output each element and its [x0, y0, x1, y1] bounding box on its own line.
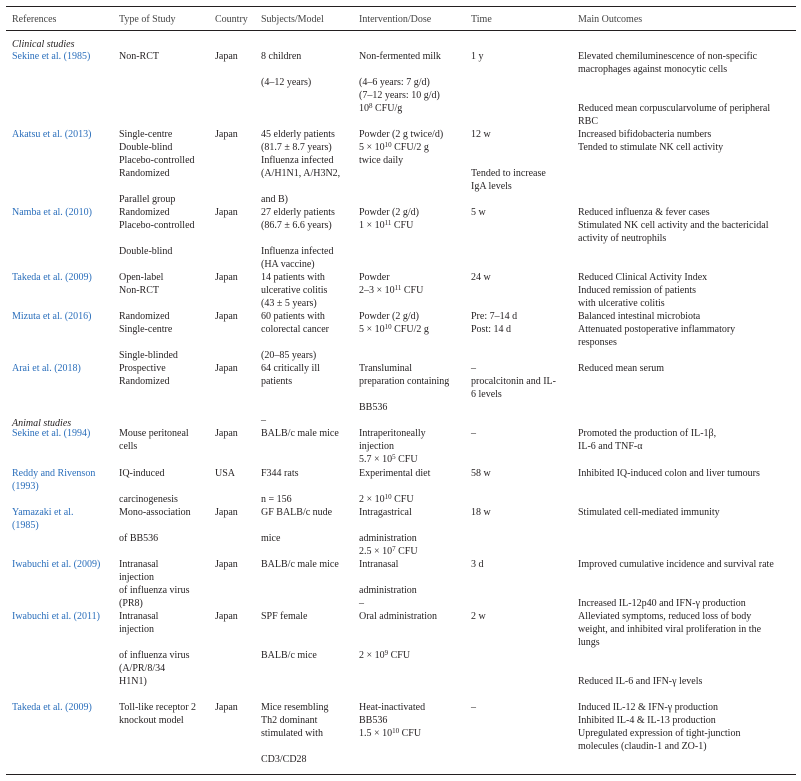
- country-cell: USA: [215, 468, 236, 479]
- time-cell-line: Pre: 7–14 d: [471, 311, 518, 322]
- intervention-cell-line: $10^8$ CFU/g: [359, 102, 403, 114]
- type-cell-line: injection: [119, 572, 154, 583]
- type-cell-line: Placebo-controlled: [119, 220, 195, 231]
- subjects-cell-line: –: [261, 415, 266, 426]
- header-main-outcomes: Main Outcomes: [578, 14, 643, 25]
- reference-link[interactable]: Arai et al. (2018): [12, 363, 81, 374]
- time-cell-line: 1 y: [471, 51, 484, 62]
- intervention-cell-line: Powder (2 g/d): [359, 311, 419, 322]
- header-references: References: [12, 14, 57, 25]
- time-cell-line: IgA levels: [471, 181, 512, 192]
- type-cell-line: of influenza virus: [119, 650, 190, 661]
- subjects-cell-line: ulcerative colitis: [261, 285, 328, 296]
- outcomes-cell-line: Stimulated cell-mediated immunity: [578, 507, 720, 518]
- subjects-cell-line: (86.7 ± 6.6 years): [261, 220, 332, 231]
- type-cell-line: knockout model: [119, 715, 184, 726]
- type-cell-line: Single-centre: [119, 324, 173, 335]
- outcomes-cell-line: lungs: [578, 637, 600, 648]
- type-cell-line: injection: [119, 624, 154, 635]
- intervention-cell-line: Powder (2 g/d): [359, 207, 419, 218]
- section-animal-studies: Animal studies: [12, 418, 72, 429]
- outcomes-cell-line: IL-6 and TNF-α: [578, 441, 643, 452]
- intervention-cell-line: administration: [359, 585, 417, 596]
- subjects-cell-line: 8 children: [261, 51, 302, 62]
- type-cell-line: (PR8): [119, 598, 143, 609]
- type-cell-line: of BB536: [119, 533, 159, 544]
- outcomes-cell-line: activity of neutrophils: [578, 233, 667, 244]
- reference-link[interactable]: Iwabuchi et al. (2009): [12, 559, 101, 570]
- intervention-cell-line: $2.5 \times 10^7$ CFU: [359, 545, 418, 557]
- time-cell-line: –: [471, 702, 476, 713]
- reference-link[interactable]: Sekine et al. (1985): [12, 51, 91, 62]
- reference-link[interactable]: Takeda et al. (2009): [12, 702, 92, 713]
- time-cell-line: Post: 14 d: [471, 324, 512, 335]
- subjects-cell-line: (4–12 years): [261, 77, 312, 88]
- type-cell-line: Intranasal: [119, 559, 159, 570]
- subjects-cell-line: and B): [261, 194, 288, 205]
- subjects-cell-line: mice: [261, 533, 281, 544]
- time-cell-line: 2 w: [471, 611, 486, 622]
- subjects-cell-line: SPF female: [261, 611, 308, 622]
- intervention-cell-line: (4–6 years: 7 g/d): [359, 77, 430, 88]
- outcomes-cell-line: Tended to stimulate NK cell activity: [578, 142, 724, 153]
- header-intervention-dose: Intervention/Dose: [359, 14, 432, 25]
- time-cell-line: 58 w: [471, 468, 491, 479]
- intervention-cell-line: Oral administration: [359, 611, 438, 622]
- reference-link[interactable]: Yamazaki et al. (1985): [12, 507, 74, 531]
- time-cell-line: 6 levels: [471, 389, 502, 400]
- country-cell: Japan: [215, 311, 238, 322]
- reference-link[interactable]: Reddy and Rivenson (1993): [12, 468, 96, 492]
- intervention-cell-line: administration: [359, 533, 417, 544]
- type-cell-line: Non-RCT: [119, 51, 159, 62]
- outcomes-cell-line: Stimulated NK cell activity and the bactericidal: [578, 220, 769, 231]
- outcomes-cell-line: Alleviated symptoms, reduced loss of body: [578, 611, 752, 622]
- header-time: Time: [471, 14, 492, 25]
- reference-link[interactable]: Iwabuchi et al. (2011): [12, 611, 100, 622]
- outcomes-cell-line: Improved cumulative incidence and survival rate: [578, 559, 774, 570]
- type-cell-line: Mouse peritoneal: [119, 428, 189, 439]
- type-cell-line: Mono-association: [119, 507, 191, 518]
- reference-link[interactable]: Sekine et al. (1994): [12, 428, 91, 439]
- type-cell-line: Single-centre: [119, 129, 173, 140]
- outcomes-cell-line: Increased bifidobacteria numbers: [578, 129, 712, 140]
- outcomes-cell-line: Reduced Clinical Activity Index: [578, 272, 708, 283]
- outcomes-cell-line: Reduced influenza & fever cases: [578, 207, 710, 218]
- type-cell-line: Placebo-controlled: [119, 155, 195, 166]
- type-cell-line: H1N1): [119, 676, 147, 687]
- type-cell-line: Prospective: [119, 363, 166, 374]
- subjects-cell-line: Influenza infected: [261, 246, 334, 257]
- country-cell: Japan: [215, 272, 238, 283]
- subjects-cell-line: BALB/c male mice: [261, 428, 339, 439]
- type-cell-line: carcinogenesis: [119, 494, 178, 505]
- country-cell: Japan: [215, 428, 238, 439]
- subjects-cell-line: (A/H1N1, A/H3N2,: [261, 168, 341, 179]
- intervention-cell-line: Powder (2 g twice/d): [359, 129, 444, 140]
- type-cell-line: Double-blind: [119, 246, 173, 257]
- intervention-cell-line: Intragastrical: [359, 507, 412, 518]
- intervention-cell-line: $5 \times 10^{10}$ CFU/2 g: [359, 323, 429, 335]
- intervention-cell-line: BB536: [359, 402, 388, 413]
- type-cell-line: Randomized: [119, 207, 170, 218]
- outcomes-cell-line: Increased IL-12p40 and IFN-γ production: [578, 598, 746, 609]
- subjects-cell-line: (20–85 years): [261, 350, 317, 361]
- subjects-cell-line: GF BALB/c nude: [261, 507, 333, 518]
- outcomes-cell-line: Inhibited IL-4 & IL-13 production: [578, 715, 716, 726]
- header-country: Country: [215, 14, 248, 25]
- outcomes-cell-line: Induced remission of patients: [578, 285, 697, 296]
- header-type-of-study: Type of Study: [119, 14, 176, 25]
- subjects-cell-line: 64 critically ill: [261, 363, 320, 374]
- country-cell: Japan: [215, 363, 238, 374]
- intervention-cell-line: Powder: [359, 272, 390, 283]
- header-subjects-model: Subjects/Model: [261, 14, 324, 25]
- outcomes-cell-line: Elevated chemiluminescence of non-specific: [578, 51, 758, 62]
- outcomes-cell-line: Attenuated postoperative inflammatory: [578, 324, 736, 335]
- time-cell-line: 3 d: [471, 559, 484, 570]
- outcomes-cell-line: with ulcerative colitis: [578, 298, 665, 309]
- intervention-cell-line: $5 \times 10^{10}$ CFU/2 g: [359, 141, 429, 153]
- intervention-cell-line: Intranasal: [359, 559, 399, 570]
- intervention-cell-line: $1.5 \times 10^{10}$ CFU: [359, 727, 422, 739]
- type-cell-line: Parallel group: [119, 194, 176, 205]
- type-cell-line: Randomized: [119, 311, 170, 322]
- reference-link[interactable]: Akatsu et al. (2013): [12, 129, 92, 140]
- subjects-cell-line: Influenza infected: [261, 155, 334, 166]
- subjects-cell-line: patients: [261, 376, 293, 387]
- time-cell-line: –: [471, 428, 476, 439]
- intervention-cell-line: Heat-inactivated: [359, 702, 426, 713]
- country-cell: Japan: [215, 702, 238, 713]
- intervention-cell-line: $1 \times 10^{11}$ CFU: [359, 219, 414, 231]
- subjects-cell-line: 27 elderly patients: [261, 207, 335, 218]
- subjects-cell-line: (HA vaccine): [261, 259, 315, 270]
- outcomes-cell-line: Promoted the production of IL-1β,: [578, 428, 717, 439]
- reference-link[interactable]: Takeda et al. (2009): [12, 272, 92, 283]
- subjects-cell-line: Th2 dominant: [261, 715, 318, 726]
- time-cell-line: –: [471, 363, 476, 374]
- type-cell-line: Intranasal: [119, 611, 159, 622]
- country-cell: Japan: [215, 507, 238, 518]
- outcomes-cell-line: Reduced IL-6 and IFN-γ levels: [578, 676, 703, 687]
- type-cell-line: of influenza virus: [119, 585, 190, 596]
- outcomes-cell-line: Upregulated expression of tight-junction: [578, 728, 741, 739]
- country-cell: Japan: [215, 51, 238, 62]
- reference-link[interactable]: Namba et al. (2010): [12, 207, 92, 218]
- type-cell-line: Randomized: [119, 376, 170, 387]
- type-cell-line: Double-blind: [119, 142, 173, 153]
- table-bottom-rule: [6, 774, 796, 775]
- intervention-cell-line: injection: [359, 441, 394, 452]
- country-cell: Japan: [215, 207, 238, 218]
- subjects-cell-line: BALB/c male mice: [261, 559, 339, 570]
- outcomes-cell-line: macrophages against monocytic cells: [578, 64, 728, 75]
- header-bottom-rule: [6, 30, 796, 31]
- outcomes-cell-line: responses: [578, 337, 617, 348]
- subjects-cell-line: (43 ± 5 years): [261, 298, 317, 309]
- outcomes-cell-line: Inhibited IQ-induced colon and liver tumours: [578, 468, 760, 479]
- subjects-cell-line: n = 156: [261, 494, 292, 505]
- intervention-cell-line: preparation containing: [359, 376, 450, 387]
- reference-link[interactable]: Mizuta et al. (2016): [12, 311, 92, 322]
- outcomes-cell-line: weight, and inhibited viral proliferation in the: [578, 624, 762, 635]
- intervention-cell-line: BB536: [359, 715, 388, 726]
- subjects-cell-line: CD3/CD28: [261, 754, 307, 765]
- intervention-cell-line: Non-fermented milk: [359, 51, 441, 62]
- outcomes-cell-line: Induced IL-12 & IFN-γ production: [578, 702, 718, 713]
- subjects-cell-line: (81.7 ± 8.7 years): [261, 142, 332, 153]
- type-cell-line: (A/PR/8/34: [119, 663, 166, 674]
- subjects-cell-line: Mice resembling: [261, 702, 329, 713]
- time-cell-line: procalcitonin and IL-: [471, 376, 556, 387]
- intervention-cell-line: twice daily: [359, 155, 404, 166]
- intervention-cell-line: Experimental diet: [359, 468, 431, 479]
- intervention-cell-line: $2 \times 10^{10}$ CFU: [359, 493, 414, 505]
- outcomes-cell-line: RBC: [578, 116, 599, 127]
- section-clinical-studies: Clinical studies: [12, 39, 75, 50]
- intervention-cell-line: $2 \times 10^9$ CFU: [359, 649, 411, 661]
- type-cell-line: Non-RCT: [119, 285, 159, 296]
- intervention-cell-line: (7–12 years: 10 g/d): [359, 90, 440, 101]
- subjects-cell-line: colorectal cancer: [261, 324, 330, 335]
- subjects-cell-line: BALB/c mice: [261, 650, 317, 661]
- cut-off-caption-strip: [6, 0, 796, 4]
- subjects-cell-line: 60 patients with: [261, 311, 325, 322]
- time-cell-line: 12 w: [471, 129, 491, 140]
- subjects-cell-line: 45 elderly patients: [261, 129, 335, 140]
- subjects-cell-line: stimulated with: [261, 728, 323, 739]
- intervention-cell-line: –: [359, 598, 364, 609]
- type-cell-line: IQ-induced: [119, 468, 165, 479]
- country-cell: Japan: [215, 559, 238, 570]
- outcomes-cell-line: Reduced mean corpuscularvolume of peripheral: [578, 103, 771, 114]
- intervention-cell-line: Transluminal: [359, 363, 412, 374]
- intervention-cell-line: $5.7 \times 10^5$ CFU: [359, 453, 418, 465]
- subjects-cell-line: 14 patients with: [261, 272, 325, 283]
- outcomes-cell-line: Reduced mean serum: [578, 363, 665, 374]
- type-cell-line: Single-blinded: [119, 350, 178, 361]
- time-cell-line: Tended to increase: [471, 168, 546, 179]
- outcomes-cell-line: Balanced intestinal microbiota: [578, 311, 701, 322]
- intervention-cell-line: Intraperitoneally: [359, 428, 426, 439]
- outcomes-cell-line: molecules (claudin-1 and ZO-1): [578, 741, 707, 752]
- type-cell-line: Randomized: [119, 168, 170, 179]
- type-cell-line: Toll-like receptor 2: [119, 702, 197, 713]
- type-cell-line: Open-label: [119, 272, 164, 283]
- intervention-cell-line: $2-3 \times 10^{11}$ CFU: [359, 284, 424, 296]
- country-cell: Japan: [215, 611, 238, 622]
- type-cell-line: cells: [119, 441, 138, 452]
- time-cell-line: 5 w: [471, 207, 486, 218]
- subjects-cell-line: F344 rats: [261, 468, 299, 479]
- table-top-rule: [6, 6, 796, 7]
- time-cell-line: 24 w: [471, 272, 491, 283]
- country-cell: Japan: [215, 129, 238, 140]
- time-cell-line: 18 w: [471, 507, 491, 518]
